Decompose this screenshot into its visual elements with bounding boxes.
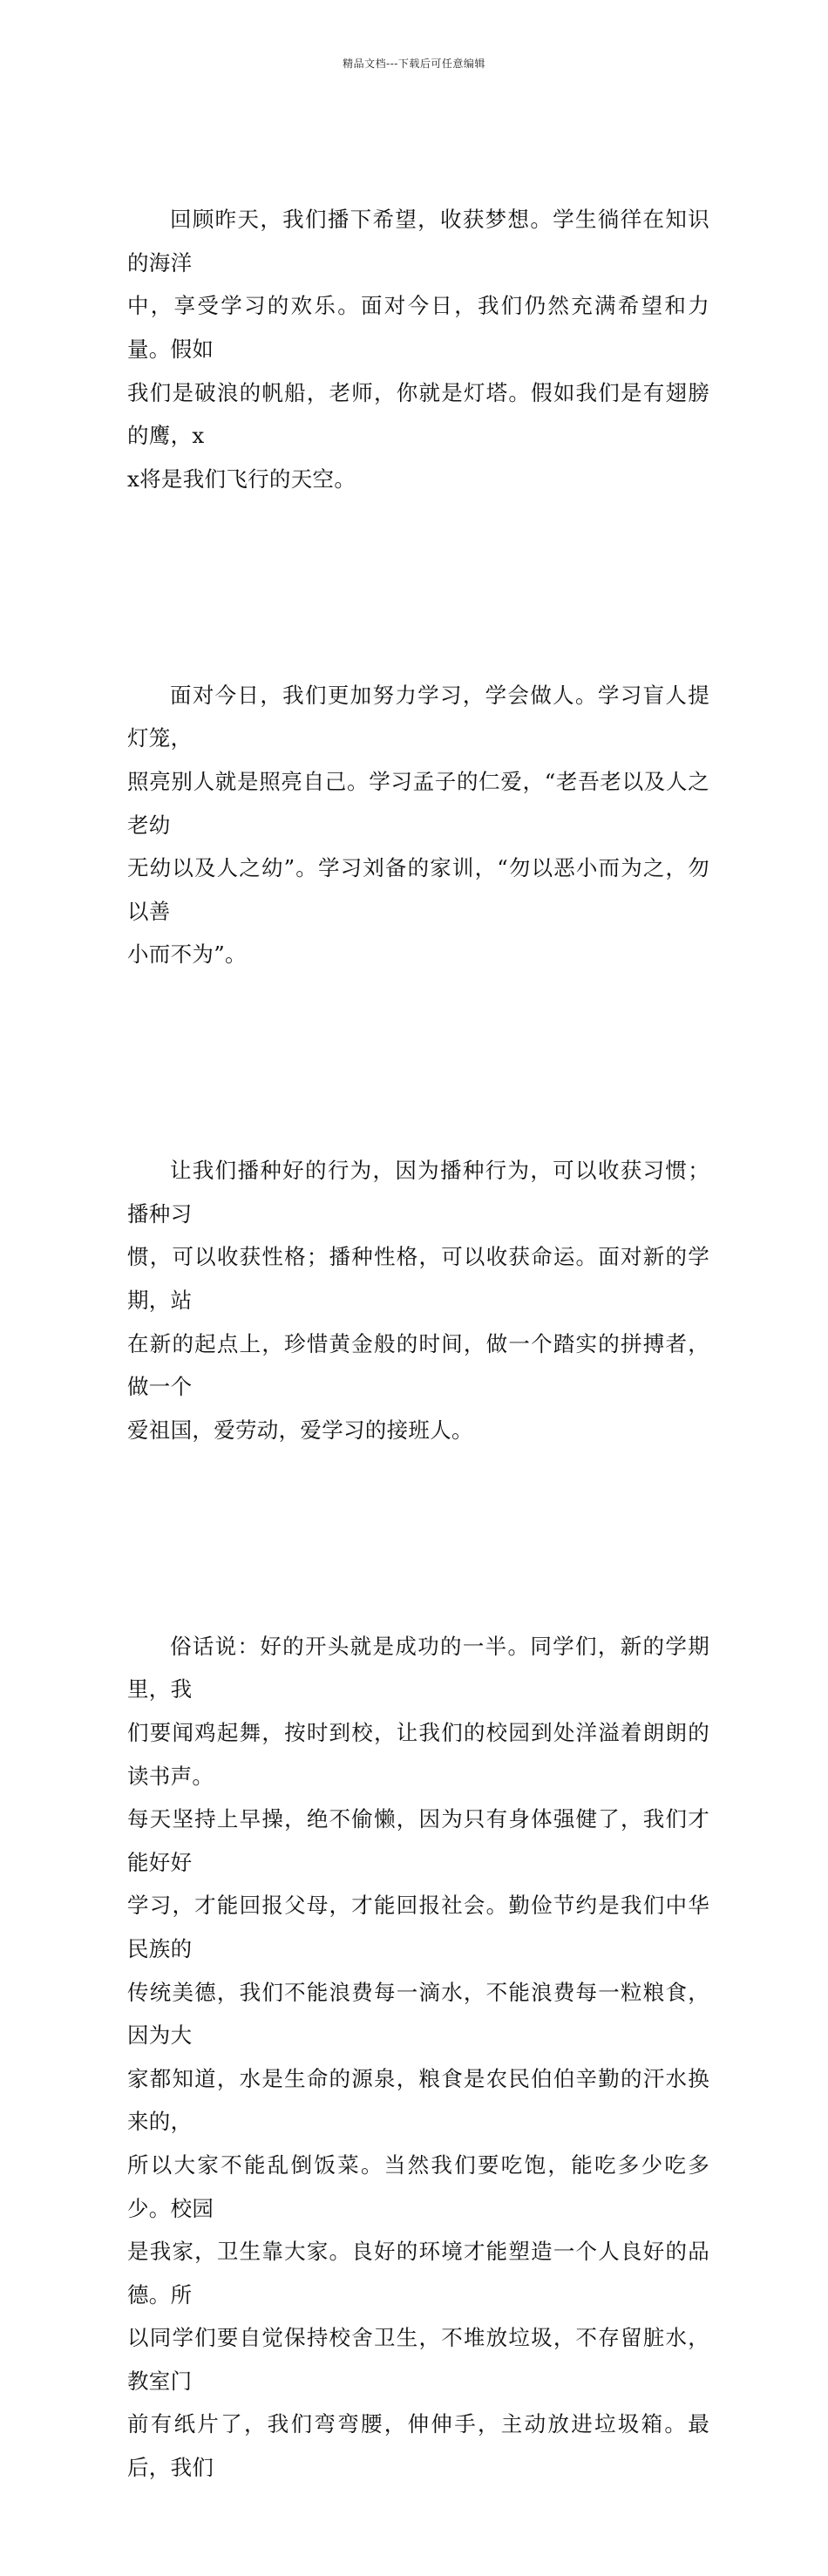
text-line: 在新的起点上，珍惜黄金般的时间，做一个踏实的拼搏者，做一个 <box>127 1330 709 1400</box>
text-line: 所以大家不能乱倒饭菜。当然我们要吃饱，能吃多少吃多少。校园 <box>127 2151 709 2221</box>
text-line: 家都知道，水是生命的源泉，粮食是农民伯伯辛勤的汗水换来的， <box>127 2065 709 2135</box>
text-line: 以同学们要自觉保持校舍卫生，不堆放垃圾，不存留脏水，教室门 <box>127 2325 709 2394</box>
text-line: 传统美德，我们不能浪费每一滴水，不能浪费每一粒粮食，因为大 <box>127 1979 709 2049</box>
text-line: 我们是破浪的帆船，老师，你就是灯塔。假如我们是有翅膀的鹰，x <box>127 379 709 449</box>
text-line: 面对今日，我们更加努力学习，学会做人。学习盲人提灯笼， <box>127 682 709 751</box>
text-line: 中，享受学习的欢乐。面对今日，我们仍然充满希望和力量。假如 <box>127 293 709 362</box>
text-line: 回顾昨天，我们播下希望，收获梦想。学生徜徉在知识的海洋 <box>127 207 709 275</box>
text-line: 小而不为”。 <box>127 941 247 968</box>
document-body <box>127 112 709 2576</box>
paragraph-2 <box>127 588 709 1064</box>
text-line: 们要闻鸡起舞，按时到校，让我们的校园到处洋溢着朗朗的读书声。 <box>127 1719 709 1789</box>
text-line: 照亮别人就是照亮自己。学习孟子的仁爱，“老吾老以及人之老幼 <box>127 768 709 838</box>
text-line: 让我们播种好的行为，因为播种行为，可以收获习惯；播种习 <box>127 1158 709 1227</box>
paragraph-4 <box>127 1539 709 2576</box>
paragraph-3 <box>127 1063 709 1539</box>
text-line: 前有纸片了，我们弯弯腰，伸伸手，主动放进垃圾箱。最后，我们 <box>127 2411 709 2481</box>
text-line: 爱祖国，爱劳动，爱学习的接班人。 <box>127 1417 473 1443</box>
text-line: 学习，才能回报父母，才能回报社会。勤俭节约是我们中华民族的 <box>127 1893 709 1961</box>
text-line: 俗话说：好的开头就是成功的一半。同学们，新的学期里，我 <box>127 1633 709 1703</box>
page-header: 精品文档---下载后可任意编辑 <box>343 58 485 70</box>
text-line: 无幼以及人之幼”。学习刘备的家训，“勿以恶小而为之，勿以善 <box>127 855 709 924</box>
text-line: 是我家，卫生靠大家。良好的环境才能塑造一个人良好的品德。所 <box>127 2239 709 2308</box>
text-line: 惯，可以收获性格；播种性格，可以收获命运。面对新的学期，站 <box>127 1244 709 1314</box>
text-line: x将是我们飞行的天空。 <box>127 466 356 492</box>
text-line: 每天坚持上早操，绝不偷懒，因为只有身体强健了，我们才能好好 <box>127 1806 709 1875</box>
paragraph-1 <box>127 112 709 588</box>
